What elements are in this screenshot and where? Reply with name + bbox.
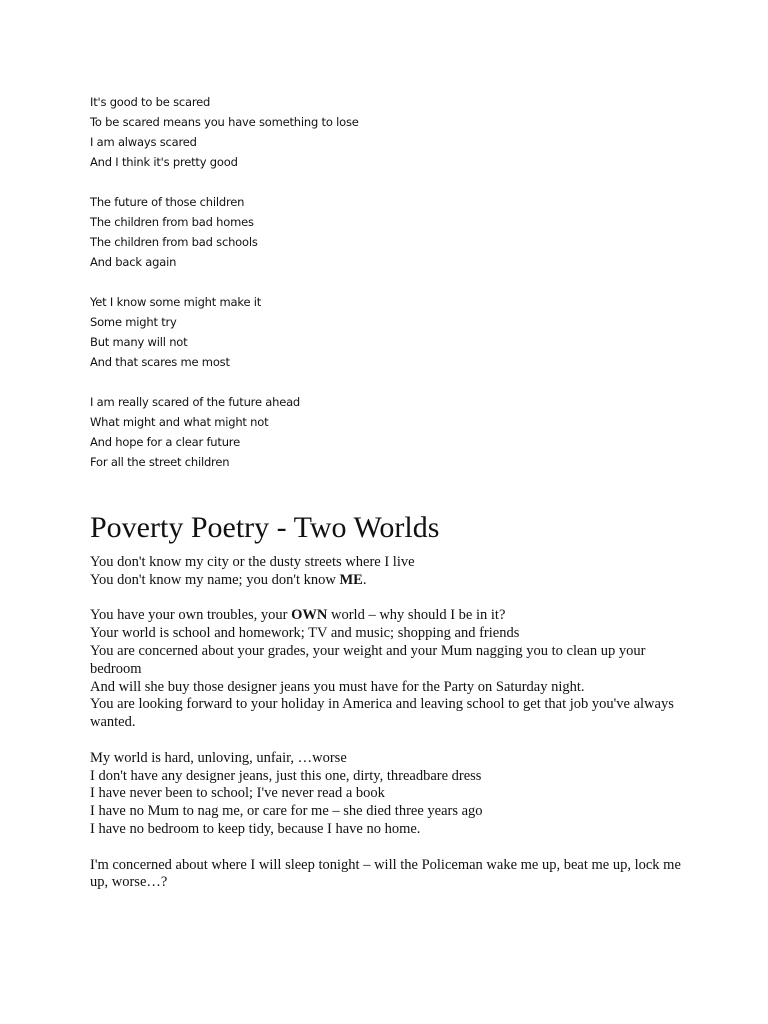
poem-line: I have never been to school; I've never read a book	[90, 785, 385, 802]
paragraph-2	[90, 607, 690, 732]
poem-scared	[90, 92, 690, 472]
paragraph-1	[90, 554, 690, 590]
line-text: world – why should I be in it?	[327, 607, 506, 624]
poem-line: You are concerned about your grades, your weight and your Mum nagging you to clean up your bedroom	[90, 642, 646, 677]
poem-line: The children from bad schools	[90, 235, 258, 249]
poem-line: It's good to be scared	[90, 95, 211, 109]
poem-line: And I think it's pretty good	[90, 155, 238, 169]
poem-line: You are looking forward to your holiday in America and leaving school to get that job you've always wanted.	[90, 696, 674, 731]
document-page	[90, 92, 690, 910]
poem-line: What might and what might not	[90, 415, 269, 429]
poem-line: My world is hard, unloving, unfair, …worse	[90, 749, 347, 766]
poem-line: The future of those children	[90, 195, 245, 209]
emphasis-text: OWN	[291, 607, 328, 624]
stanza-3	[90, 292, 690, 372]
poem-line: I have no bedroom to keep tidy, because I have no home.	[90, 820, 421, 837]
poem-line: Some might try	[90, 315, 177, 329]
poem-line: Your world is school and homework; TV and music; shopping and friends	[90, 625, 520, 642]
poem-line: And that scares me most	[90, 355, 230, 369]
poem-line: But many will not	[90, 335, 188, 349]
paragraph-3	[90, 750, 690, 839]
poem-line: The children from bad homes	[90, 215, 254, 229]
poem-line: You don't know my city or the dusty streets where I live	[90, 554, 415, 570]
poem-line: I have no Mum to nag me, or care for me – she died three years ago	[90, 803, 483, 820]
stanza-2	[90, 192, 690, 272]
poem-line: I don't have any designer jeans, just this one, dirty, threadbare dress	[90, 767, 482, 784]
poem-line: For all the street children	[90, 455, 230, 469]
poem-line	[90, 607, 690, 625]
poem-line: Yet I know some might make it	[90, 295, 262, 309]
stanza-4	[90, 392, 690, 472]
poem-line: To be scared means you have something to lose	[90, 115, 359, 129]
line-text: .	[362, 571, 367, 588]
poem-line: And hope for a clear future	[90, 435, 240, 449]
poem-line	[90, 572, 690, 590]
poem-line: And back again	[90, 255, 177, 269]
poem-two-worlds	[90, 554, 690, 892]
poem-title: Poverty Poetry - Two Worlds	[90, 511, 440, 544]
stanza-1	[90, 92, 690, 172]
line-text: You don't know my name; you don't know	[90, 571, 340, 588]
poem-line: And will she buy those designer jeans you must have for the Party on Saturday night.	[90, 678, 585, 695]
line-text: You have your own troubles, your	[90, 607, 292, 624]
paragraph-4	[90, 857, 690, 893]
poem-line: I'm concerned about where I will sleep tonight – will the Policeman wake me up, beat me up, lock me up, worse…?	[90, 856, 681, 891]
emphasis-text: ME	[339, 571, 363, 588]
poem-line: I am really scared of the future ahead	[90, 395, 301, 409]
poem-line: I am always scared	[90, 135, 197, 149]
